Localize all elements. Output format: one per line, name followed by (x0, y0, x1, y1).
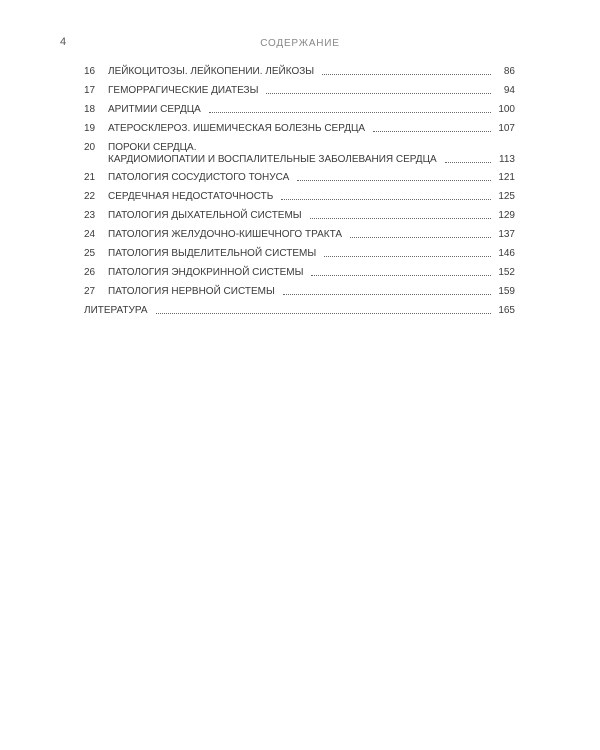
toc-entry-number: 19 (84, 123, 96, 134)
toc-entry-number: 27 (84, 286, 96, 297)
toc-entry-19 (84, 123, 515, 135)
toc-entry-title: СЕРДЕЧНАЯ НЕДОСТАТОЧНОСТЬ (108, 191, 274, 202)
dot-leader (156, 313, 491, 314)
dot-leader (310, 218, 491, 219)
toc-entry-21 (84, 172, 515, 184)
toc-entry-number: 16 (84, 66, 96, 77)
toc-entry-title: ЛИТЕРАТУРА (84, 305, 148, 316)
dot-leader (373, 131, 491, 132)
toc-entry-page: 121 (498, 172, 515, 183)
toc-entry-number: 21 (84, 172, 96, 183)
toc-entry-16 (84, 66, 515, 78)
toc-entry-literature (84, 305, 515, 317)
toc-entry-18 (84, 104, 515, 116)
dot-leader (266, 93, 491, 94)
dot-leader (324, 256, 491, 257)
toc-entry-page: 107 (498, 123, 515, 134)
toc-entry-page: 152 (498, 267, 515, 278)
toc-entry-title: ПАТОЛОГИЯ ДЫХАТЕЛЬНОЙ СИСТЕМЫ (108, 210, 302, 221)
toc-entry-27 (84, 286, 515, 298)
toc-entry-page: 125 (498, 191, 515, 202)
page-number: 4 (60, 36, 67, 48)
toc-entry-title: АРИТМИИ СЕРДЦА (108, 104, 201, 115)
toc-entry-25 (84, 248, 515, 260)
toc-entry-page: 129 (498, 210, 515, 221)
toc-entry-page: 159 (498, 286, 515, 297)
toc-entry-title: АТЕРОСКЛЕРОЗ. ИШЕМИЧЕСКАЯ БОЛЕЗНЬ СЕРДЦА (108, 123, 366, 134)
toc-entry-page: 94 (503, 85, 515, 96)
dot-leader (281, 199, 491, 200)
toc-entry-23 (84, 210, 515, 222)
toc-entry-page: 146 (498, 248, 515, 259)
dot-leader (311, 275, 491, 276)
running-header: СОДЕРЖАНИЕ (260, 38, 340, 49)
dot-leader (209, 112, 491, 113)
toc-entry-page: 113 (499, 154, 515, 165)
toc-entry-title: ЛЕЙКОЦИТОЗЫ. ЛЕЙКОПЕНИИ. ЛЕЙКОЗЫ (108, 66, 315, 77)
toc-entry-number: 22 (84, 191, 96, 202)
toc-entry-page: 100 (498, 104, 515, 115)
toc-entry-number: 26 (84, 267, 96, 278)
toc-entry-number: 23 (84, 210, 96, 221)
toc-entry-number: 20 (84, 142, 96, 153)
dot-leader (350, 237, 491, 238)
toc-entry-title: ПАТОЛОГИЯ НЕРВНОЙ СИСТЕМЫ (108, 286, 275, 297)
dot-leader (283, 294, 491, 295)
toc-entry-title: ГЕМОРРАГИЧЕСКИЕ ДИАТЕЗЫ (108, 85, 259, 96)
dot-leader (297, 180, 491, 181)
dot-leader (445, 162, 491, 163)
toc-entry-number: 18 (84, 104, 96, 115)
toc-entry-20 (84, 142, 515, 166)
toc-entry-title: ПАТОЛОГИЯ ВЫДЕЛИТЕЛЬНОЙ СИСТЕМЫ (108, 248, 317, 259)
toc-entry-24 (84, 229, 515, 241)
dot-leader (322, 74, 491, 75)
toc-entry-number: 25 (84, 248, 96, 259)
toc-entry-title: ПАТОЛОГИЯ ЖЕЛУДОЧНО-КИШЕЧНОГО ТРАКТА (108, 229, 343, 240)
toc-entry-26 (84, 267, 515, 279)
toc-entry-22 (84, 191, 515, 203)
toc-entry-title: ПАТОЛОГИЯ ЭНДОКРИННОЙ СИСТЕМЫ (108, 267, 304, 278)
toc-entry-number: 17 (84, 85, 96, 96)
toc-entry-page: 86 (503, 66, 515, 77)
toc-entry-title-line-1: ПОРОКИ СЕРДЦА. (108, 142, 197, 153)
toc-entry-title: ПАТОЛОГИЯ СОСУДИСТОГО ТОНУСА (108, 172, 290, 183)
toc-entry-page: 137 (498, 229, 515, 240)
toc-entry-17 (84, 85, 515, 97)
toc-entry-number: 24 (84, 229, 96, 240)
table-of-contents (84, 66, 515, 324)
toc-entry-page: 165 (498, 305, 515, 316)
toc-entry-title-line-2: КАРДИОМИОПАТИИ И ВОСПАЛИТЕЛЬНЫЕ ЗАБОЛЕВАНИЯ СЕРДЦА (108, 154, 437, 165)
